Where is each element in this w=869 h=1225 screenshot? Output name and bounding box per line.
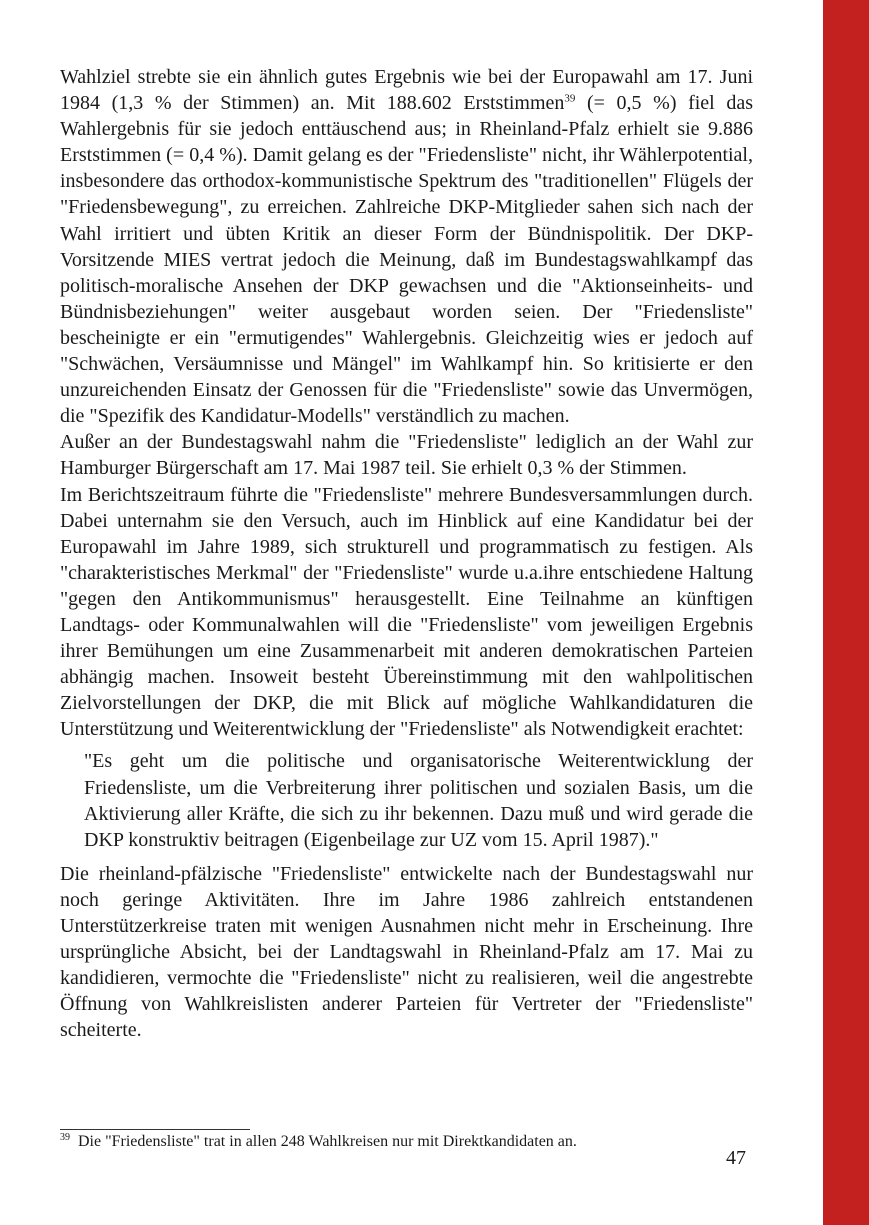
paragraph-1-text-b: (= 0,5 %) fiel das Wahlergebnis für sie jedoch enttäuschend aus; in Rheinland-Pfalz erhielt sie 9.886 Erststimmen (= 0,4 %). Damit gelang es der "Friedensliste" nicht, ihr Wählerpotential, insbesondere das orthodox-kommunistische Spektrum des "traditionellen" Flügels der "Friedensbewegung", zu erreichen. Zahlreiche DKP-Mitglieder sahen sich nach der Wahl irritiert und übten Kritik an dieser Form der Bündnispolitik. Der DKP-Vorsitzende MIES vertrat jedoch die Meinung, daß im Bundestagswahlkampf das politisch-moralische Ansehen der DKP gewachsen und die "Aktionseinheits- und Bündnisbeziehungen" weiter ausgebaut worden seien. Der "Friedensliste" bescheinigte er ein "ermutigendes" Wahlergebnis. Gleichzeitig wies er jedoch auf "Schwächen, Versäumnisse und Mängel" im Wahlkampf hin. So kritisierte er den unzureichenden Einsatz der Genossen für die "Friedensliste" sowie das Unvermögen, die "Spezifik des Kandidatur-Modells" verständlich zu machen. (60, 92, 753, 428)
footnote-number: 39 (60, 1131, 70, 1143)
paragraph-1-text-a: Wahlziel strebte sie ein ähnlich gutes Ergebnis wie bei der Europawahl am 17. Juni 1984 (1,3 % der Stimmen) an. Mit 188.602 Erststimmen (60, 66, 753, 115)
paragraph-4: Die rheinland-pfälzische "Friedensliste" entwickelte nach der Bundestagswahl nur noch geringe Aktivitäten. Ihre im Jahre 1986 zahlreich entstandenen Unterstützerkreise traten mit wenigen Ausnahmen nicht mehr in Erscheinung. Ihre ursprüngliche Absicht, bei der Landtagswahl in Rheinland-Pfalz am 17. Mai zu kandidieren, vermochte die "Friedensliste" nicht zu realisieren, weil die angestrebte Öffnung von Wahlkreislisten anderer Parteien für Vertreter der "Friedensliste" scheiterte. (60, 862, 753, 1042)
footnote-text: Die "Friedensliste" trat in allen 248 Wahlkreisen nur mit Direktkandidaten an. (78, 1133, 577, 1150)
paragraph-3: Im Berichtszeitraum führte die "Friedensliste" mehrere Bundesversammlungen durch. Dabei unternahm sie den Versuch, auch im Hinblick auf eine Kandidatur bei der Europawahl im Jahre 1989, sich strukturell und programmatisch zu festigen. Als "charakteristisches Merkmal" der "Friedensliste" wurde u.a.ihre entschiedene Haltung "gegen den Antikommunismus" herausgestellt. Eine Teilnahme an künftigen Landtags- oder Kommunalwahlen will die "Friedensliste" vom jeweiligen Ergebnis ihrer Bemühungen um eine Zusammenarbeit mit anderen demokratischen Parteien abhängig machen. Insoweit besteht Übereinstimmung mit den wahlpolitischen Zielvorstellungen der DKP, die mit Blick auf mögliche Wahlkandidaturen die Unterstützung und Weiterentwicklung der "Friedensliste" als Notwendigkeit erachtet: (60, 483, 753, 741)
paragraph-2: Außer an der Bundestagswahl nahm die "Friedensliste" lediglich an der Wahl zur Hamburger Bürgerschaft am 17. Mai 1987 teil. Sie erhielt 0,3 % der Stimmen. (60, 431, 753, 480)
page-body (60, 64, 753, 1043)
footnote-divider (60, 1129, 250, 1130)
page-number: 47 (726, 1147, 746, 1169)
page-edge-red-strip (823, 0, 869, 1225)
footnote-reference-39: 39 (564, 92, 576, 105)
paragraph-1 (60, 64, 753, 429)
block-quote: "Es geht um die politische und organisatorische Weiterentwicklung der Friedensliste, um die Verbreiterung ihrer politischen und sozialen Basis, um die Aktivierung aller Kräfte, die sich zu ihr bekennen. Dazu muß und wird gerade die DKP konstruktiv beitragen (Eigenbeilage zur UZ vom 15. April 1987)." (84, 750, 753, 851)
footnote (60, 1131, 753, 1153)
